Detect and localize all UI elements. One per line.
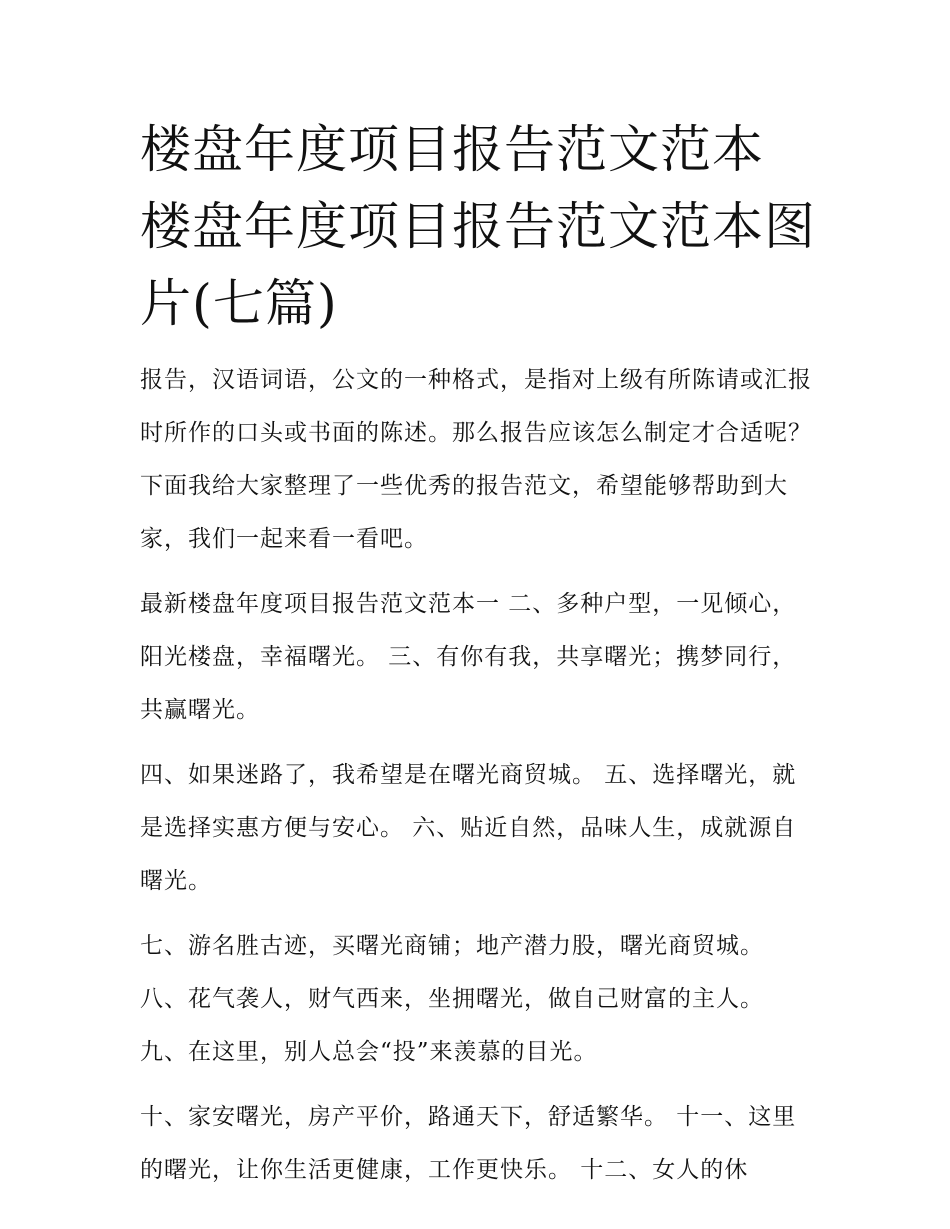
paragraph-slogans-1: 最新楼盘年度项目报告范文范本一 二、多种户型，一见倾心，阳光楼盘，幸福曙光。 三、有你有我，共享曙光；携梦同行，共赢曙光。 (140, 591, 797, 723)
document-body (140, 354, 820, 1209)
paragraph-slogan-9: 九、在这里，别人总会“投”来羡慕的目光。 (140, 1039, 598, 1065)
document-title: 楼盘年度项目报告范文范本 楼盘年度项目报告范文范本图片(七篇) (140, 121, 817, 334)
paragraph-slogans-2: 四、如果迷路了，我希望是在曙光商贸城。 五、选择曙光，就是选择实惠方便与安心。 六、贴近自然，品味人生，成就源自曙光。 (140, 762, 797, 894)
paragraph-slogan-8: 八、花气袭人，财气西来，坐拥曙光，做自己财富的主人。 (140, 986, 764, 1012)
paragraph-slogans-10-12: 十、家安曙光，房产平价，路通天下，舒适繁华。 十一、这里的曙光，让你生活更健康，工作更快乐。 十二、女人的休 (140, 1104, 797, 1183)
paragraph-intro: 报告，汉语词语，公文的一种格式，是指对上级有所陈请或汇报时所作的口头或书面的陈述。那么报告应该怎么制定才合适呢？下面我给大家整理了一些优秀的报告范文，希望能够帮助到大家，我们一起来看一看吧。 (140, 367, 812, 552)
paragraph-slogan-7: 七、游名胜古迹，买曙光商铺；地产潜力股，曙光商贸城。 (140, 933, 764, 959)
